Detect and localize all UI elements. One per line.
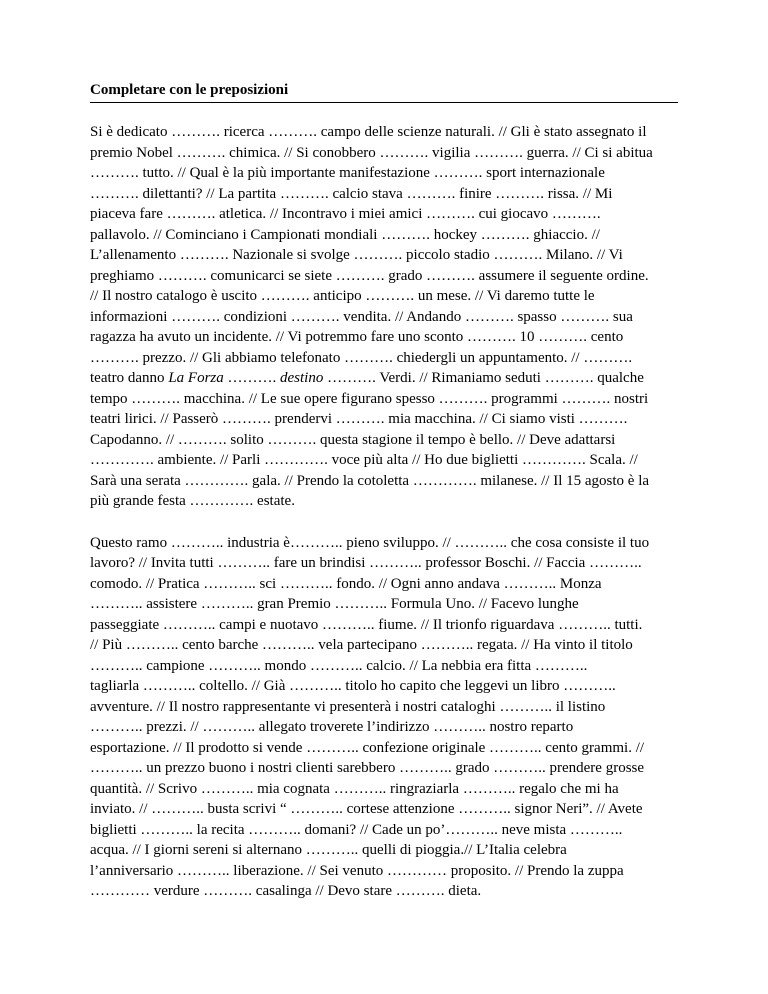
exercise-paragraph2-line: tagliarla ……….. coltello. // Già ……….. titolo ho capito che leggevi un libro ……….. (90, 678, 616, 694)
exercise-paragraph2-line: ……….. campione ……….. mondo ……….. calcio. // La nebbia era fitta ……….. (90, 657, 588, 674)
exercise-paragraph2-line: esportazione. // Il prodotto si vende ……….. confezione originale ……….. cento grammi. // (90, 739, 645, 756)
exercise-paragraph1-line: …………. ambiente. // Parli …………. voce più alta // Ho due biglietti …………. Scala. // (90, 452, 638, 468)
exercise-paragraph1-line: tempo ………. macchina. // Le sue opere figurano spesso ………. programmi ………. nostri (90, 390, 649, 407)
exercise-paragraph1-line: Capodanno. // ………. solito ………. questa stagione il tempo è bello. // Deve adattarsi (90, 431, 616, 448)
exercise-paragraph1-line: pallavolo. // Cominciano i Campionati mondiali ………. hockey ………. ghiaccio. // (90, 226, 600, 243)
exercise-paragraph2-line: biglietti ……….. la recita ……….. domani? // Cade un po’……….. neve mista ……….. (90, 821, 623, 838)
exercise-paragraph2-line: acqua. // I giorni sereni si alternano ……….. quelli di pioggia.// L’Italia celebra (90, 842, 567, 858)
exercise-paragraph2-line: Questo ramo ……….. industria è……….. pieno sviluppo. // ……….. che cosa consiste il tuo (90, 534, 650, 551)
exercise-paragraph1-line: teatri lirici. // Passerò ………. prendervi ………. mia macchina. // Ci siamo visti ………. (90, 411, 628, 427)
exercise-paragraph1-line: ………. dilettanti? // La partita ………. calcio stava ………. finire ………. rissa. // Mi (90, 185, 613, 202)
exercise-paragraph2-line: avventure. // Il nostro rappresentante vi presenterà i nostri cataloghi ……….. il listino (90, 698, 606, 715)
exercise-paragraph2-line: // Più ……….. cento barche ……….. vela partecipano ……….. regata. // Ha vinto il titolo (90, 637, 633, 653)
exercise-paragraph2-line: ……….. prezzi. // ……….. allegato troverete l’indirizzo ……….. nostro reparto (90, 719, 574, 735)
exercise-paragraph1-line: ragazza ha avuto un incidente. // Vi potremmo fare uno sconto ………. 10 ………. cento (90, 329, 624, 345)
exercise-paragraph2-line: quantità. // Scrivo ……….. mia cognata ……….. ringraziarla ……….. regalo che mi ha (90, 780, 619, 797)
exercise-paragraph1-line: più grande festa …………. estate. (90, 493, 295, 509)
exercise-paragraph1-line: L’allenamento ………. Nazionale si svolge ………. piccolo stadio ………. Milano. // Vi (90, 247, 623, 263)
exercise-paragraph-1 (90, 122, 678, 512)
exercise-paragraph1-line: piaceva fare ………. atletica. // Incontravo i miei amici ………. cui giocavo ………. (90, 206, 601, 222)
exercise-paragraph2-line: ……….. un prezzo buono i nostri clienti sarebbero ……….. grado ……….. prendere grosse (90, 760, 645, 776)
exercise-paragraph1-line: preghiamo ………. comunicarci se siete ………. grado ………. assumere il seguente ordine. (90, 267, 649, 284)
exercise-paragraph2-line: ……….. assistere ……….. gran Premio ……….. Formula Uno. // Facevo lunghe (90, 596, 579, 612)
exercise-paragraph-2 (90, 533, 678, 902)
italic-title: La Forza (168, 370, 224, 386)
worksheet-title: Completare con le preposizioni (90, 80, 678, 103)
exercise-paragraph2-line: ………… verdure ………. casalinga // Devo stare ………. dieta. (90, 883, 482, 899)
exercise-paragraph2-line: l’anniversario ……….. liberazione. // Sei venuto ………… proposito. // Prendo la zuppa (90, 862, 624, 879)
exercise-paragraph1-line: informazioni ………. condizioni ………. vendita. // Andando ………. spasso ………. sua (90, 308, 633, 325)
exercise-paragraph1-line: Sarà una serata …………. gala. // Prendo la cotoletta …………. milanese. // Il 15 agosto è la (90, 472, 650, 489)
exercise-paragraph2-line: passeggiate ……….. campi e nuotavo ……….. fiume. // Il trionfo riguardava ……….. tutti. (90, 616, 643, 633)
exercise-paragraph1-line: ………. tutto. // Qual è la più importante manifestazione ………. sport internazionale (90, 165, 605, 181)
exercise-paragraph2-line: lavoro? // Invita tutti ……….. fare un brindisi ……….. professor Boschi. // Faccia ……….. (90, 555, 642, 571)
exercise-paragraph2-line: comodo. // Pratica ……….. sci ……….. fondo. // Ogni anno andava ……….. Monza (90, 575, 602, 592)
exercise-paragraph1-line: teatro danno La Forza ………. destino ………. Verdi. // Rimaniamo seduti ………. qualche (90, 370, 644, 386)
exercise-paragraph1-line: premio Nobel ………. chimica. // Si conobbero ………. vigilia ………. guerra. // Ci si abitua (90, 144, 653, 161)
exercise-paragraph1-line: // Il nostro catalogo è uscito ………. anticipo ………. un mese. // Vi daremo tutte le (90, 288, 595, 304)
exercise-paragraph1-line: ………. prezzo. // Gli abbiamo telefonato ………. chiedergli un appuntamento. // ………. (90, 349, 633, 366)
exercise-paragraph1-line: Si è dedicato ………. ricerca ………. campo delle scienze naturali. // Gli è stato assegnato il (90, 124, 647, 140)
italic-title: destino (280, 370, 324, 386)
exercise-paragraph2-line: inviato. // ……….. busta scrivi “ ……….. cortese attenzione ……….. signor Neri”. // Avete (90, 801, 643, 817)
worksheet-page (90, 80, 678, 902)
